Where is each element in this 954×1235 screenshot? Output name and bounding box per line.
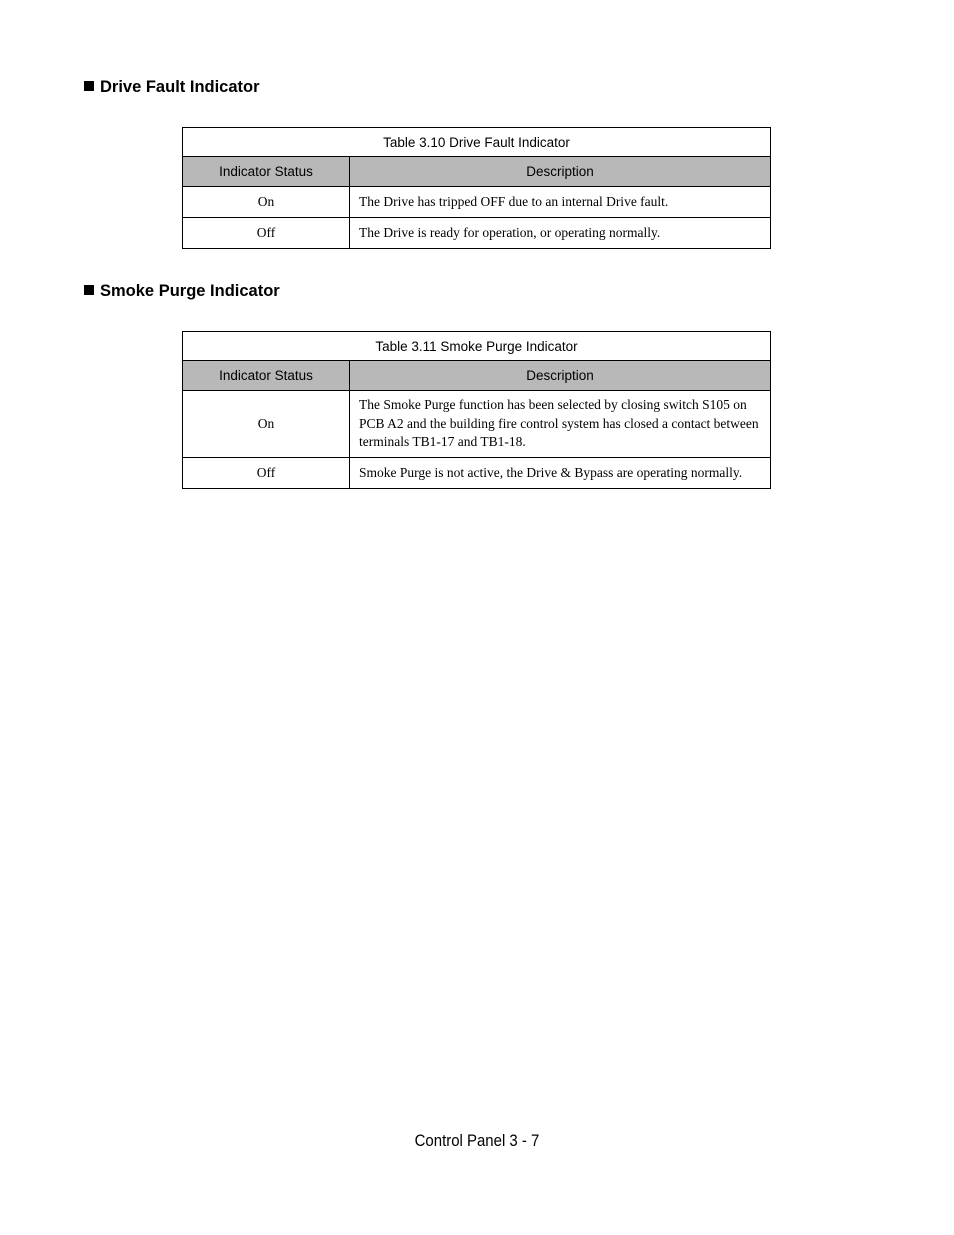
- table-row: [183, 391, 771, 458]
- table-caption: Table 3.11 Smoke Purge Indicator: [183, 332, 771, 361]
- square-bullet-icon: [84, 285, 94, 295]
- cell-status: Off: [183, 218, 350, 249]
- table-row: [183, 458, 771, 489]
- table-header-row: [183, 157, 771, 187]
- cell-description: Smoke Purge is not active, the Drive & Bypass are operating normally.: [350, 458, 771, 489]
- cell-status: Off: [183, 458, 350, 489]
- header-indicator-status: Indicator Status: [183, 361, 350, 391]
- table-row: [183, 218, 771, 249]
- header-description: Description: [350, 157, 771, 187]
- smoke-purge-table: [182, 331, 771, 489]
- cell-description: The Drive has tripped OFF due to an internal Drive fault.: [350, 187, 771, 218]
- table-caption-row: [183, 332, 771, 361]
- drive-fault-table: [182, 127, 771, 249]
- table-caption-row: [183, 128, 771, 157]
- page-footer: Control Panel 3 - 7: [414, 1131, 540, 1150]
- cell-status: On: [183, 391, 350, 458]
- header-indicator-status: Indicator Status: [183, 157, 350, 187]
- cell-description: The Drive is ready for operation, or operating normally.: [350, 218, 771, 249]
- section-heading-drive-fault: [84, 77, 260, 97]
- table-header-row: [183, 361, 771, 391]
- section-heading-text: Smoke Purge Indicator: [100, 282, 280, 300]
- square-bullet-icon: [84, 81, 94, 91]
- section-heading-text: Drive Fault Indicator: [100, 78, 260, 96]
- table-row: [183, 187, 771, 218]
- section-heading-smoke-purge: [84, 281, 280, 301]
- cell-status: On: [183, 187, 350, 218]
- cell-description: The Smoke Purge function has been selected by closing switch S105 on PCB A2 and the building fire control system has closed a contact between terminals TB1-17 and TB1-18.: [350, 391, 771, 458]
- table-caption: Table 3.10 Drive Fault Indicator: [183, 128, 771, 157]
- header-description: Description: [350, 361, 771, 391]
